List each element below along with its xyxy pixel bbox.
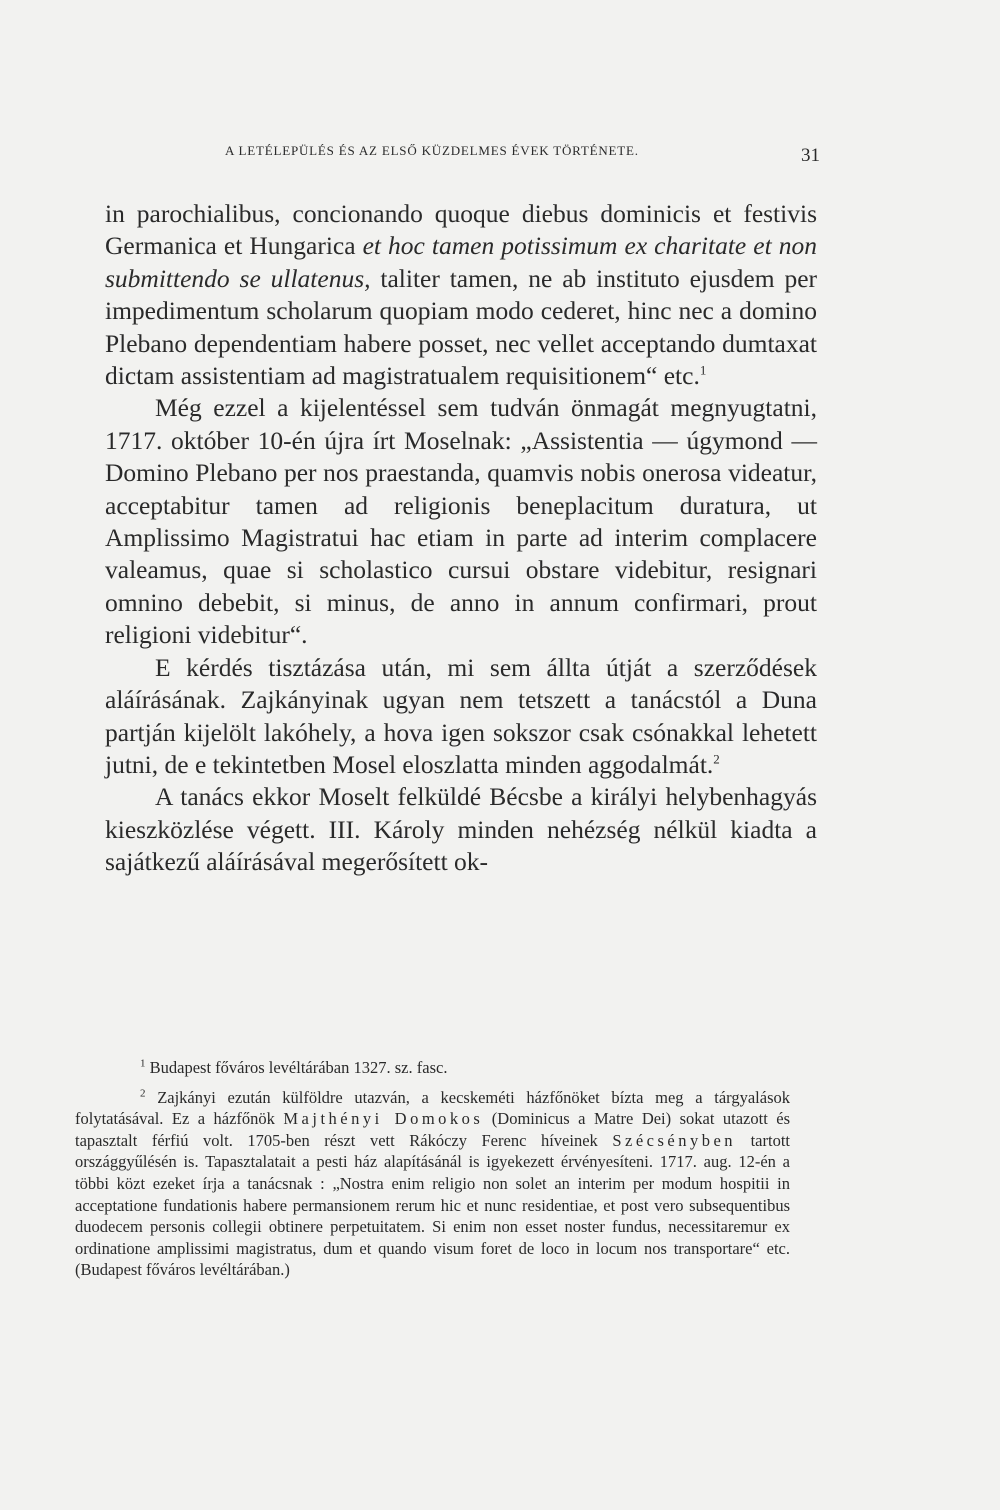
footnote-ref-1: 1 bbox=[699, 362, 707, 378]
footnote-2-text-c: tartott országgyűlésén is. Tapasztalatait a pesti ház alapításánál is igyekezett érvényesíteni. 1717. aug. 12-én a többi közt ezeket írja a tanácsnak : „Nostra enim religio non solet an interim per modum hospitii in acceptatione fundationis habere permansionem rerum hic et nunc residentiae, et post vero subsequentibus duodecem personis collegii obtinere perpetuitatem. Si enim non esset noster fundus, necessitaremur ex ordinatione amplissimi magistratus, dum et quando visum foret de loco in locum nos transportare“ etc. (Budapest főváros levéltárában.) bbox=[75, 1130, 791, 1280]
paragraph-1 bbox=[105, 198, 817, 392]
footnote-1-text: Budapest főváros levéltárában 1327. sz. fasc. bbox=[149, 1058, 448, 1077]
footnote-2 bbox=[75, 1087, 790, 1281]
paragraph-4: A tanács ekkor Moselt felküldé Bécsbe a királyi helybenhagyás kieszközlése végett. III. Károly minden nehézség nélkül kiadta a sajátkezű aláírásával megerősített ok- bbox=[105, 782, 817, 877]
paragraph-1-italic: et hoc tamen potissimum ex charitate et non submittendo se ullatenus, bbox=[105, 231, 817, 293]
running-title: A LETÉLEPÜLÉS ÉS AZ ELSŐ KÜZDELMES ÉVEK TÖRTÉNETE. bbox=[225, 143, 639, 158]
footnote-2-name-majthenyi: Majthényi Domokos bbox=[283, 1109, 484, 1129]
footnotes bbox=[75, 1057, 790, 1281]
footnote-2-name-szecsenyben: Szécsényben bbox=[612, 1130, 737, 1150]
footnote-2-text-b: (Dominicus a Matre Dei) sokat utazott és tapasztalt férfiú volt. 1705-ben részt vett Rákóczy Ferenc híveinek bbox=[75, 1109, 790, 1150]
footnote-2-mark: 2 bbox=[140, 1087, 146, 1100]
paragraph-2: Még ezzel a kijelentéssel sem tudván önmagát megnyugtatni, 1717. október 10-én újra írt Moselnak: „Assistentia — úgymond — Domino Plebano per nos praestanda, quamvis nobis onerosa videatur, acceptabitur tamen ad religionis beneplacitum duratura, ut Amplissimo Magistratui hac etiam in parte ad interim complacere valeamus, quae si scholastico cursui obstare videbitur, resignari omnino debebit, si minus, de anno in annum confirmari, prout religioni videbitur“. bbox=[105, 393, 817, 650]
footnote-2-text-a: Zajkányi ezután külföldre utazván, a kecskeméti házfőnöket bízta meg a tárgyalások folytatásával. Ez a házfőnök bbox=[75, 1087, 790, 1129]
paragraph-1-part-c: taliter tamen, ne ab instituto ejusdem per impedimentum scholarum quopiam modo cederet, hinc nec a domino Plebano dependentiam habere posset, nec vellet acceptando dumtaxat dictam assistentiam ad magistratualem requisitionem“ etc. bbox=[105, 263, 817, 391]
main-text bbox=[105, 198, 817, 879]
paragraph-3 bbox=[105, 652, 817, 782]
page-number: 31 bbox=[801, 145, 820, 166]
footnote-1 bbox=[75, 1057, 790, 1079]
paragraph-3-text: E kérdés tisztázása után, mi sem állta útját a szerződések aláírásának. Zajkányinak ugyan nem tetszett a tanácstól a Duna partján kijelölt lakóhely, a hova igen sokszor csak csónakkal lehetett jutni, de e tekintetben Mosel eloszlatta minden aggodalmát. bbox=[105, 652, 817, 779]
footnote-ref-2: 2 bbox=[713, 751, 720, 767]
footnote-1-mark: 1 bbox=[140, 1057, 146, 1070]
running-header bbox=[225, 143, 820, 166]
paragraph-1-part-a: in parochialibus, concionando quoque diebus dominicis et festivis Germanica et Hungarica bbox=[105, 199, 817, 261]
